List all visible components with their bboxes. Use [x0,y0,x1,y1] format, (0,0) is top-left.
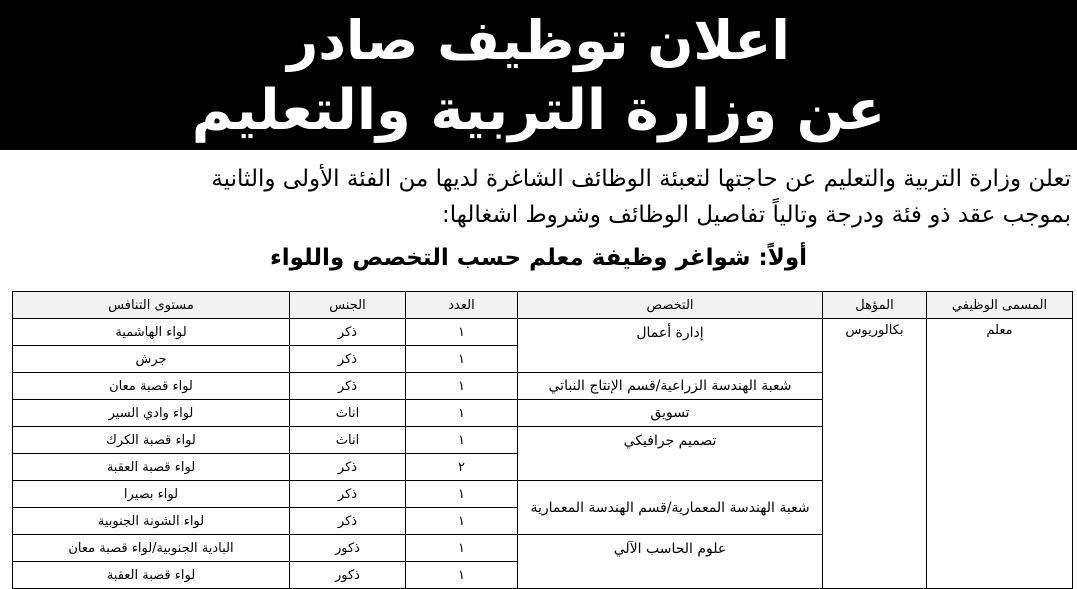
header-qualification: المؤهل [823,292,927,319]
section-title: أولاً: شواغر وظيفة معلم حسب التخصص واللواء [269,245,808,271]
banner-title-line1: اعلان توظيف صادر [287,9,790,72]
specialization-cell: إدارة أعمال [518,319,823,373]
announcement-banner [0,0,1077,150]
count-cell: ١ [406,535,518,562]
gender-cell: اناث [290,400,406,427]
gender-cell: ذكر [290,481,406,508]
level-cell: لواء قصبة العقبة [13,562,290,589]
level-cell: جرش [13,346,290,373]
gender-cell: ذكر [290,319,406,346]
level-cell: لواء قصبة العقبة [13,454,290,481]
gender-cell: ذكر [290,454,406,481]
qualification-cell: بكالوريوس [823,319,927,589]
level-cell: البادية الجنوبية/لواء قصبة معان [13,535,290,562]
vacancies-table [12,291,1073,589]
level-cell: لواء قصبة معان [13,373,290,400]
count-cell: ١ [406,373,518,400]
header-specialization: التخصص [518,292,823,319]
header-count: العدد [406,292,518,319]
level-cell: لواء وادي السير [13,400,290,427]
count-cell: ١ [406,481,518,508]
table-header-row [13,292,1073,319]
level-cell: لواء قصبة الكرك [13,427,290,454]
gender-cell: ذكر [290,346,406,373]
count-cell: ٢ [406,454,518,481]
intro-line2: بموجب عقد ذو فئة ودرجة وتالياً تفاصيل الوظائف وشروط اشغالها: [441,202,1071,228]
gender-cell: ذكور [290,562,406,589]
count-cell: ١ [406,508,518,535]
header-level: مستوى التنافس [13,292,290,319]
specialization-cell: علوم الحاسب الآلي [518,535,823,589]
count-cell: ١ [406,427,518,454]
count-cell: ١ [406,562,518,589]
gender-cell: ذكر [290,508,406,535]
specialization-cell: تصميم جرافيكي [518,427,823,481]
job-title-cell: معلم [927,319,1073,589]
gender-cell: ذكر [290,373,406,400]
header-job-title: المسمى الوظيفي [927,292,1073,319]
level-cell: لواء الهاشمية [13,319,290,346]
count-cell: ١ [406,346,518,373]
level-cell: لواء الشونة الجنوبية [13,508,290,535]
gender-cell: ذكور [290,535,406,562]
level-cell: لواء بصيرا [13,481,290,508]
banner-title-line2: عن وزارة التربية والتعليم [191,78,886,143]
table-row [13,319,1073,346]
gender-cell: اناث [290,427,406,454]
intro-line1: تعلن وزارة التربية والتعليم عن حاجتها لتعبئة الوظائف الشاغرة لديها من الفئة الأولى والثانية [211,166,1071,192]
count-cell: ١ [406,319,518,346]
count-cell: ١ [406,400,518,427]
header-gender: الجنس [290,292,406,319]
specialization-cell: شعبة الهندسة المعمارية/قسم الهندسة المعمارية [518,481,823,535]
specialization-cell: شعبة الهندسة الزراعية/قسم الإنتاج النباتي [518,373,823,400]
specialization-cell: تسويق [518,400,823,427]
